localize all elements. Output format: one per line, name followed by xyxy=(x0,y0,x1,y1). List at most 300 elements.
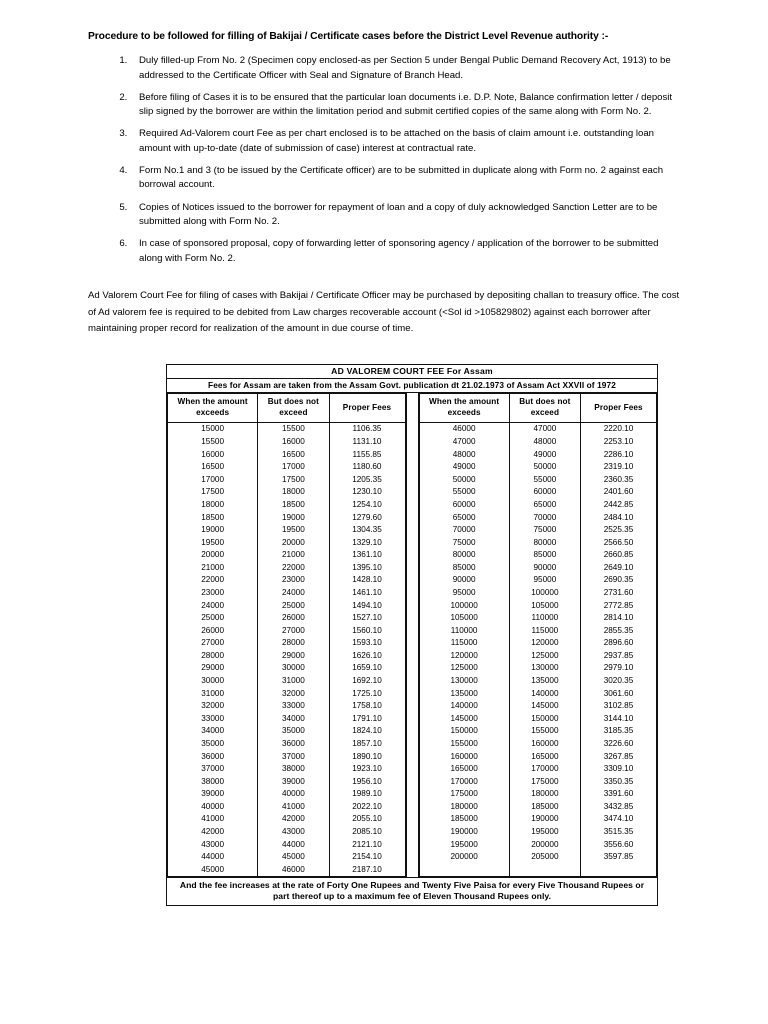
cell-proper-fees: 2814.10 xyxy=(581,611,657,624)
cell-amount-exceeds: 70000 xyxy=(419,523,509,536)
cell-not-exceed: 25000 xyxy=(258,599,329,612)
table-row xyxy=(168,700,406,713)
fee-chart xyxy=(166,364,658,906)
cell-proper-fees: 2690.35 xyxy=(581,574,657,587)
cell-proper-fees: 3267.85 xyxy=(581,750,657,763)
table-row xyxy=(168,574,406,587)
cell-proper-fees: 2319.10 xyxy=(581,461,657,474)
cell-not-exceed: 130000 xyxy=(509,662,580,675)
list-item xyxy=(130,201,680,230)
cell-amount-exceeds: 16000 xyxy=(168,448,258,461)
cell-not-exceed: 40000 xyxy=(258,788,329,801)
table-row xyxy=(168,662,406,675)
cell-proper-fees: 1626.10 xyxy=(329,649,405,662)
cell-proper-fees: 1824.10 xyxy=(329,725,405,738)
cell-proper-fees: 1205.35 xyxy=(329,473,405,486)
table-row xyxy=(168,611,406,624)
table-row xyxy=(168,549,406,562)
table-row xyxy=(419,750,657,763)
cell-amount-exceeds: 125000 xyxy=(419,662,509,675)
cell-proper-fees: 3020.35 xyxy=(581,674,657,687)
cell-not-exceed: 17500 xyxy=(258,473,329,486)
cell-not-exceed: 17000 xyxy=(258,461,329,474)
table-row xyxy=(168,838,406,851)
column-header-exceeds: When the amount exceeds xyxy=(419,394,509,422)
cell-proper-fees: 1659.10 xyxy=(329,662,405,675)
cell-not-exceed: 44000 xyxy=(258,838,329,851)
table-row xyxy=(419,725,657,738)
cell-amount-exceeds: 195000 xyxy=(419,838,509,851)
cell-proper-fees: 1527.10 xyxy=(329,611,405,624)
cell-proper-fees: 2660.85 xyxy=(581,549,657,562)
cell-not-exceed: 22000 xyxy=(258,561,329,574)
cell-amount-exceeds: 135000 xyxy=(419,687,509,700)
cell-not-exceed: 36000 xyxy=(258,737,329,750)
cell-amount-exceeds: 165000 xyxy=(419,762,509,775)
cell-not-exceed: 80000 xyxy=(509,536,580,549)
cell-amount-exceeds: 44000 xyxy=(168,850,258,863)
cell-proper-fees: 2401.60 xyxy=(581,486,657,499)
cell-not-exceed: 38000 xyxy=(258,762,329,775)
cell-not-exceed: 85000 xyxy=(509,549,580,562)
cell-amount-exceeds: 20000 xyxy=(168,549,258,562)
cell-proper-fees: 1428.10 xyxy=(329,574,405,587)
cell-proper-fees: 2220.10 xyxy=(581,422,657,435)
cell-proper-fees: 3556.60 xyxy=(581,838,657,851)
cell-amount-exceeds: 15000 xyxy=(168,422,258,435)
cell-proper-fees: 1395.10 xyxy=(329,561,405,574)
table-row xyxy=(168,863,406,876)
cell-amount-exceeds: 27000 xyxy=(168,637,258,650)
cell-not-exceed: 95000 xyxy=(509,574,580,587)
cell-amount-exceeds: 34000 xyxy=(168,725,258,738)
list-item-text: 3. Required Ad-Valorem court Fee as per chart enclosed is to be attached on the basis of claim amount i.e. outstanding loan amount with up-to-date (date of submission of case) interest at contractual rate. xyxy=(139,128,654,154)
table-row xyxy=(168,435,406,448)
cell-not-exceed: 16000 xyxy=(258,435,329,448)
table-row xyxy=(168,813,406,826)
table-row xyxy=(419,561,657,574)
cell-proper-fees: 2442.85 xyxy=(581,498,657,511)
cell-amount-exceeds: 17000 xyxy=(168,473,258,486)
table-row xyxy=(168,473,406,486)
table-header-row xyxy=(419,394,657,422)
cell-proper-fees: 2484.10 xyxy=(581,511,657,524)
list-item xyxy=(130,164,680,193)
cell-amount-exceeds: 19500 xyxy=(168,536,258,549)
cell-amount-exceeds: 39000 xyxy=(168,788,258,801)
cell-proper-fees: 2566.50 xyxy=(581,536,657,549)
cell-not-exceed: 24000 xyxy=(258,586,329,599)
cell-amount-exceeds: 18500 xyxy=(168,511,258,524)
cell-amount-exceeds: 47000 xyxy=(419,435,509,448)
cell-amount-exceeds: 42000 xyxy=(168,825,258,838)
list-item xyxy=(130,237,680,266)
table-row xyxy=(168,762,406,775)
table-row xyxy=(419,825,657,838)
cell-not-exceed: 165000 xyxy=(509,750,580,763)
cell-amount-exceeds: 32000 xyxy=(168,700,258,713)
cell-proper-fees: 1461.10 xyxy=(329,586,405,599)
cell-amount-exceeds: 16500 xyxy=(168,461,258,474)
cell-proper-fees: 3309.10 xyxy=(581,762,657,775)
cell-proper-fees: 3391.60 xyxy=(581,788,657,801)
cell-proper-fees: 1329.10 xyxy=(329,536,405,549)
cell-amount-exceeds: 40000 xyxy=(168,800,258,813)
cell-not-exceed: 20000 xyxy=(258,536,329,549)
table-row xyxy=(168,461,406,474)
table-row xyxy=(419,687,657,700)
cell-not-exceed: 70000 xyxy=(509,511,580,524)
cell-amount-exceeds: 35000 xyxy=(168,737,258,750)
ad-valorem-paragraph-block xyxy=(88,288,688,338)
table-row xyxy=(168,825,406,838)
table-row xyxy=(419,473,657,486)
cell-amount-exceeds: 41000 xyxy=(168,813,258,826)
cell-proper-fees: 2022.10 xyxy=(329,800,405,813)
table-row xyxy=(168,737,406,750)
cell-proper-fees: 1106.35 xyxy=(329,422,405,435)
cell-not-exceed: 135000 xyxy=(509,674,580,687)
cell-not-exceed: 42000 xyxy=(258,813,329,826)
cell-proper-fees xyxy=(581,863,657,876)
table-row xyxy=(168,486,406,499)
cell-not-exceed: 16500 xyxy=(258,448,329,461)
list-item xyxy=(130,54,680,83)
fee-table-left-body xyxy=(168,422,406,876)
cell-amount-exceeds: 33000 xyxy=(168,712,258,725)
table-row xyxy=(168,725,406,738)
cell-not-exceed: 145000 xyxy=(509,700,580,713)
list-item xyxy=(130,127,680,156)
table-row xyxy=(419,574,657,587)
cell-amount-exceeds: 26000 xyxy=(168,624,258,637)
cell-not-exceed: 37000 xyxy=(258,750,329,763)
cell-not-exceed: 65000 xyxy=(509,498,580,511)
cell-not-exceed: 18000 xyxy=(258,486,329,499)
table-row xyxy=(419,775,657,788)
table-row xyxy=(168,498,406,511)
cell-proper-fees: 1560.10 xyxy=(329,624,405,637)
cell-not-exceed: 115000 xyxy=(509,624,580,637)
cell-amount-exceeds: 15500 xyxy=(168,435,258,448)
cell-proper-fees: 2772.85 xyxy=(581,599,657,612)
table-header-row xyxy=(168,394,406,422)
cell-amount-exceeds: 18000 xyxy=(168,498,258,511)
cell-amount-exceeds: 31000 xyxy=(168,687,258,700)
cell-amount-exceeds: 22000 xyxy=(168,574,258,587)
cell-proper-fees: 1361.10 xyxy=(329,549,405,562)
cell-not-exceed: 185000 xyxy=(509,800,580,813)
table-row xyxy=(419,662,657,675)
cell-not-exceed: 100000 xyxy=(509,586,580,599)
cell-amount-exceeds: 49000 xyxy=(419,461,509,474)
cell-amount-exceeds: 23000 xyxy=(168,586,258,599)
cell-proper-fees: 3226.60 xyxy=(581,737,657,750)
table-row xyxy=(168,800,406,813)
cell-not-exceed: 26000 xyxy=(258,611,329,624)
cell-not-exceed: 34000 xyxy=(258,712,329,725)
cell-not-exceed: 15500 xyxy=(258,422,329,435)
table-row xyxy=(419,762,657,775)
table-row xyxy=(419,700,657,713)
cell-not-exceed xyxy=(509,863,580,876)
cell-amount-exceeds: 140000 xyxy=(419,700,509,713)
cell-amount-exceeds: 130000 xyxy=(419,674,509,687)
cell-amount-exceeds: 190000 xyxy=(419,825,509,838)
cell-not-exceed: 35000 xyxy=(258,725,329,738)
cell-amount-exceeds: 90000 xyxy=(419,574,509,587)
cell-amount-exceeds: 160000 xyxy=(419,750,509,763)
table-row xyxy=(168,523,406,536)
cell-amount-exceeds: 170000 xyxy=(419,775,509,788)
cell-proper-fees: 3102.85 xyxy=(581,700,657,713)
cell-not-exceed: 55000 xyxy=(509,473,580,486)
cell-proper-fees: 2649.10 xyxy=(581,561,657,574)
cell-amount-exceeds: 50000 xyxy=(419,473,509,486)
column-header-not-exceed: But does not exceed xyxy=(258,394,329,422)
list-item-text: 4. Form No.1 and 3 (to be issued by the Certificate officer) are to be submitted in duplicate along with Form no. 2 against each borrowal account. xyxy=(139,164,664,191)
cell-not-exceed: 46000 xyxy=(258,863,329,876)
cell-not-exceed: 90000 xyxy=(509,561,580,574)
cell-proper-fees: 1791.10 xyxy=(329,712,405,725)
table-row xyxy=(168,674,406,687)
cell-proper-fees: 3597.85 xyxy=(581,850,657,863)
cell-amount-exceeds: 46000 xyxy=(419,422,509,435)
cell-not-exceed: 175000 xyxy=(509,775,580,788)
cell-amount-exceeds: 120000 xyxy=(419,649,509,662)
cell-not-exceed: 49000 xyxy=(509,448,580,461)
fee-table-right-body xyxy=(419,422,657,876)
table-row xyxy=(419,813,657,826)
cell-proper-fees: 2731.60 xyxy=(581,586,657,599)
cell-amount-exceeds: 17500 xyxy=(168,486,258,499)
cell-amount-exceeds: 100000 xyxy=(419,599,509,612)
cell-proper-fees: 1989.10 xyxy=(329,788,405,801)
table-row xyxy=(419,838,657,851)
table-row xyxy=(419,599,657,612)
table-row xyxy=(419,549,657,562)
fee-chart-right-half xyxy=(419,393,658,876)
table-row xyxy=(168,750,406,763)
column-header-proper-fees: Proper Fees xyxy=(581,394,657,422)
fee-chart-title: AD VALOREM COURT FEE For Assam xyxy=(167,365,657,379)
cell-proper-fees: 1593.10 xyxy=(329,637,405,650)
cell-not-exceed: 47000 xyxy=(509,422,580,435)
table-row xyxy=(419,536,657,549)
cell-amount-exceeds: 28000 xyxy=(168,649,258,662)
cell-not-exceed: 21000 xyxy=(258,549,329,562)
fee-chart-left-half xyxy=(167,393,406,876)
cell-not-exceed: 48000 xyxy=(509,435,580,448)
table-row xyxy=(419,637,657,650)
table-row xyxy=(419,486,657,499)
table-row xyxy=(419,800,657,813)
cell-proper-fees: 2085.10 xyxy=(329,825,405,838)
cell-proper-fees: 3350.35 xyxy=(581,775,657,788)
cell-amount-exceeds: 80000 xyxy=(419,549,509,562)
cell-amount-exceeds: 30000 xyxy=(168,674,258,687)
cell-not-exceed: 200000 xyxy=(509,838,580,851)
cell-not-exceed: 105000 xyxy=(509,599,580,612)
cell-not-exceed: 43000 xyxy=(258,825,329,838)
table-row xyxy=(168,599,406,612)
table-row xyxy=(168,511,406,524)
cell-amount-exceeds: 115000 xyxy=(419,637,509,650)
procedure-list xyxy=(88,54,680,266)
fee-chart-footer-note: And the fee increases at the rate of Forty One Rupees and Twenty Five Paisa for every Five Thousand Rupees or part thereof up to a maximum fee of Eleven Thousand Rupees only. xyxy=(167,877,657,906)
cell-proper-fees: 1131.10 xyxy=(329,435,405,448)
cell-not-exceed: 60000 xyxy=(509,486,580,499)
list-item xyxy=(130,91,680,120)
cell-amount-exceeds: 48000 xyxy=(419,448,509,461)
table-row xyxy=(168,422,406,435)
cell-amount-exceeds: 105000 xyxy=(419,611,509,624)
cell-not-exceed: 120000 xyxy=(509,637,580,650)
fee-chart-body xyxy=(167,393,657,876)
cell-amount-exceeds: 29000 xyxy=(168,662,258,675)
cell-proper-fees: 1180.60 xyxy=(329,461,405,474)
cell-not-exceed: 18500 xyxy=(258,498,329,511)
list-item-text: 6. In case of sponsored proposal, copy of forwarding letter of sponsoring agency / application of the borrower to be submitted along with Form No. 2. xyxy=(139,238,659,264)
cell-not-exceed: 155000 xyxy=(509,725,580,738)
fee-table-right xyxy=(419,393,658,876)
cell-amount-exceeds: 75000 xyxy=(419,536,509,549)
page-title: Procedure to be followed for filling of Bakijai / Certificate cases before the District Level Revenue authority :- xyxy=(88,31,609,42)
cell-proper-fees: 1923.10 xyxy=(329,762,405,775)
cell-not-exceed: 39000 xyxy=(258,775,329,788)
cell-proper-fees: 1155.85 xyxy=(329,448,405,461)
cell-not-exceed: 31000 xyxy=(258,674,329,687)
cell-amount-exceeds: 43000 xyxy=(168,838,258,851)
cell-not-exceed: 45000 xyxy=(258,850,329,863)
table-row xyxy=(419,611,657,624)
cell-amount-exceeds xyxy=(419,863,509,876)
fee-chart-subtitle: Fees for Assam are taken from the Assam Govt. publication dt 21.02.1973 of Assam Act XXVII of 1972 xyxy=(167,379,657,394)
cell-proper-fees: 3185.35 xyxy=(581,725,657,738)
cell-proper-fees: 2253.10 xyxy=(581,435,657,448)
cell-proper-fees: 3432.85 xyxy=(581,800,657,813)
cell-amount-exceeds: 55000 xyxy=(419,486,509,499)
cell-proper-fees: 2855.35 xyxy=(581,624,657,637)
fee-table-left xyxy=(167,393,406,876)
cell-amount-exceeds: 36000 xyxy=(168,750,258,763)
table-row xyxy=(419,461,657,474)
table-row xyxy=(168,788,406,801)
list-item-text: 5. Copies of Notices issued to the borrower for repayment of loan and a copy of duly acknowledged Sanction Letter are to be submitted along with Form No. 2. xyxy=(139,201,658,228)
cell-amount-exceeds: 85000 xyxy=(419,561,509,574)
cell-proper-fees: 2187.10 xyxy=(329,863,405,876)
cell-amount-exceeds: 19000 xyxy=(168,523,258,536)
table-row xyxy=(168,850,406,863)
cell-proper-fees: 3474.10 xyxy=(581,813,657,826)
cell-amount-exceeds: 60000 xyxy=(419,498,509,511)
cell-not-exceed: 150000 xyxy=(509,712,580,725)
table-row xyxy=(419,674,657,687)
cell-amount-exceeds: 155000 xyxy=(419,737,509,750)
cell-proper-fees: 3061.60 xyxy=(581,687,657,700)
cell-proper-fees: 1890.10 xyxy=(329,750,405,763)
cell-not-exceed: 33000 xyxy=(258,700,329,713)
cell-proper-fees: 2286.10 xyxy=(581,448,657,461)
cell-not-exceed: 195000 xyxy=(509,825,580,838)
cell-proper-fees: 1758.10 xyxy=(329,700,405,713)
cell-not-exceed: 28000 xyxy=(258,637,329,650)
cell-amount-exceeds: 65000 xyxy=(419,511,509,524)
cell-proper-fees: 1254.10 xyxy=(329,498,405,511)
cell-proper-fees: 1857.10 xyxy=(329,737,405,750)
cell-amount-exceeds: 38000 xyxy=(168,775,258,788)
table-row xyxy=(168,649,406,662)
cell-amount-exceeds: 25000 xyxy=(168,611,258,624)
table-row xyxy=(419,498,657,511)
cell-amount-exceeds: 110000 xyxy=(419,624,509,637)
cell-amount-exceeds: 180000 xyxy=(419,800,509,813)
cell-not-exceed: 41000 xyxy=(258,800,329,813)
cell-proper-fees: 1692.10 xyxy=(329,674,405,687)
cell-not-exceed: 30000 xyxy=(258,662,329,675)
table-row xyxy=(168,775,406,788)
cell-not-exceed: 19500 xyxy=(258,523,329,536)
table-row xyxy=(419,448,657,461)
column-header-exceeds: When the amount exceeds xyxy=(168,394,258,422)
cell-not-exceed: 29000 xyxy=(258,649,329,662)
cell-proper-fees: 2055.10 xyxy=(329,813,405,826)
cell-proper-fees: 3144.10 xyxy=(581,712,657,725)
cell-proper-fees: 1230.10 xyxy=(329,486,405,499)
cell-not-exceed: 205000 xyxy=(509,850,580,863)
cell-proper-fees: 2937.85 xyxy=(581,649,657,662)
cell-not-exceed: 190000 xyxy=(509,813,580,826)
cell-amount-exceeds: 150000 xyxy=(419,725,509,738)
cell-amount-exceeds: 175000 xyxy=(419,788,509,801)
table-row xyxy=(419,523,657,536)
cell-proper-fees: 1279.60 xyxy=(329,511,405,524)
cell-proper-fees: 2121.10 xyxy=(329,838,405,851)
cell-not-exceed: 125000 xyxy=(509,649,580,662)
table-row xyxy=(419,435,657,448)
table-row xyxy=(419,788,657,801)
cell-not-exceed: 110000 xyxy=(509,611,580,624)
cell-not-exceed: 140000 xyxy=(509,687,580,700)
column-header-proper-fees: Proper Fees xyxy=(329,394,405,422)
table-row xyxy=(168,687,406,700)
cell-proper-fees: 3515.35 xyxy=(581,825,657,838)
table-row xyxy=(419,850,657,863)
table-row xyxy=(419,624,657,637)
column-header-not-exceed: But does not exceed xyxy=(509,394,580,422)
table-row xyxy=(419,649,657,662)
cell-not-exceed: 19000 xyxy=(258,511,329,524)
cell-amount-exceeds: 185000 xyxy=(419,813,509,826)
cell-not-exceed: 32000 xyxy=(258,687,329,700)
table-row xyxy=(419,511,657,524)
table-column-divider xyxy=(406,393,419,876)
table-row xyxy=(168,561,406,574)
cell-proper-fees: 1304.35 xyxy=(329,523,405,536)
cell-not-exceed: 23000 xyxy=(258,574,329,587)
list-item-text: 2. Before filing of Cases it is to be ensured that the particular loan documents i.e. D.P. Note, Balance confirmation letter / deposit slip signed by the borrower are within the limitation period and submit certified copies of the same along with Form No. 2. xyxy=(139,91,673,118)
cell-proper-fees: 2154.10 xyxy=(329,850,405,863)
cell-not-exceed: 170000 xyxy=(509,762,580,775)
cell-not-exceed: 50000 xyxy=(509,461,580,474)
table-row xyxy=(168,586,406,599)
cell-proper-fees: 2979.10 xyxy=(581,662,657,675)
cell-not-exceed: 160000 xyxy=(509,737,580,750)
cell-not-exceed: 75000 xyxy=(509,523,580,536)
table-row xyxy=(419,712,657,725)
cell-proper-fees: 2360.35 xyxy=(581,473,657,486)
list-item-text: 1. Duly filled-up From No. 2 (Specimen copy enclosed-as per Section 5 under Bengal Public Demand Recovery Act, 1913) to be addressed to the Certificate Officer with Seal and Signature of Branch Head. xyxy=(139,54,671,81)
